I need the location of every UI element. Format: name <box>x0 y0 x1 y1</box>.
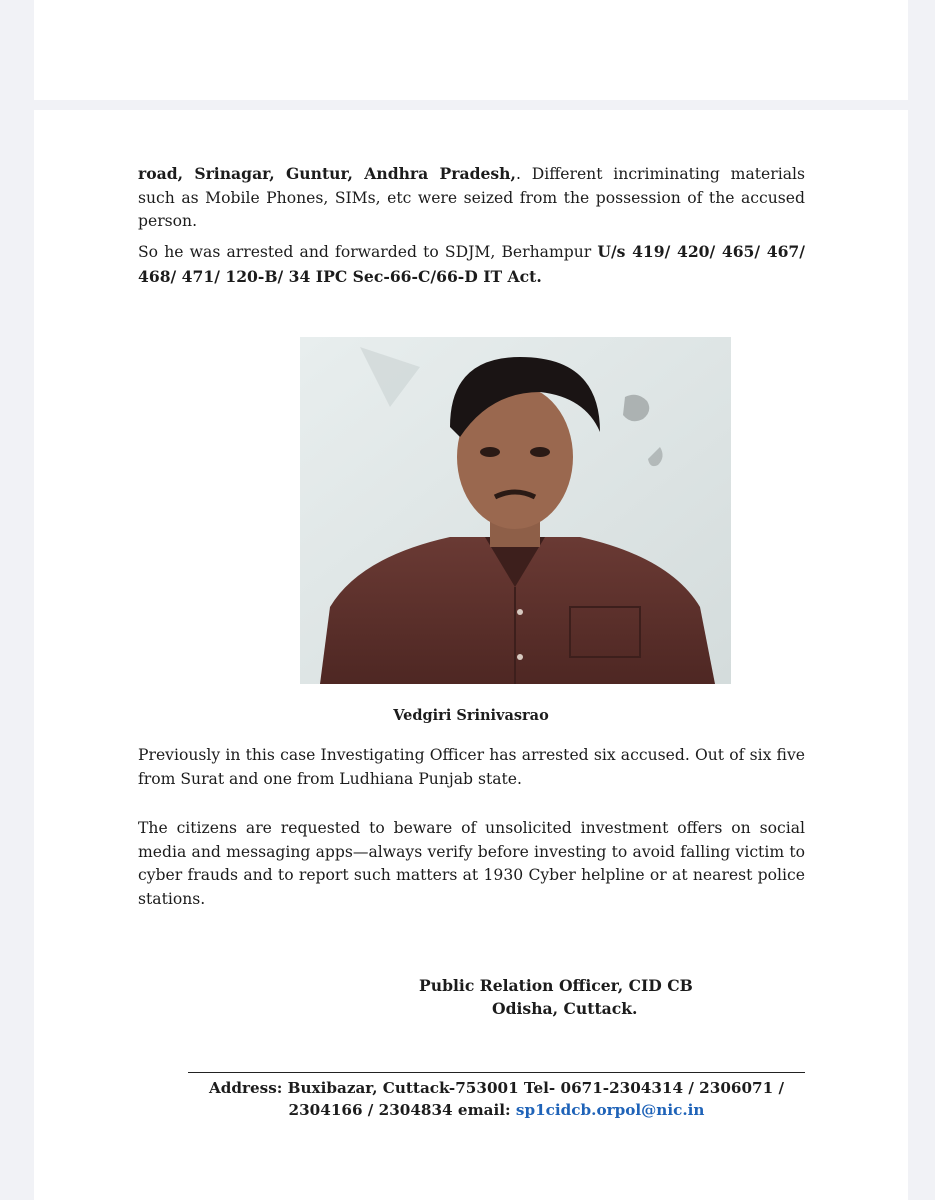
signature-title: Public Relation Officer, CID CB <box>419 976 693 995</box>
legal-sections: U/s 419/ 420/ 465/ 467/ 468/ 471/ 120-B/ 34 IPC Sec-66-C/66-D IT Act. <box>138 242 805 286</box>
document-page <box>34 110 908 1200</box>
signature-location: Odisha, Cuttack. <box>492 999 638 1018</box>
accused-photo <box>300 337 731 684</box>
arrest-text: So he was arrested and forwarded to SDJM, Berhampur <box>138 243 598 261</box>
person-photo-illustration <box>300 337 731 684</box>
paragraph-seizure <box>138 162 805 234</box>
footer-divider <box>188 1072 805 1073</box>
photo-caption: Vedgiri Srinivasrao <box>393 707 549 724</box>
address-text: Address: Buxibazar, Cuttack-753001 Tel- 0671-2304314 / 2306071 / 2304166 / 2304834 email: <box>209 1079 784 1119</box>
previous-page <box>34 0 908 100</box>
paragraph-previous-arrests: Previously in this case Investigating Officer has arrested six accused. Out of six five from Surat and one from Ludhiana Punjab state. <box>138 746 805 788</box>
signature-block <box>419 974 693 1020</box>
paragraph-advisory: The citizens are requested to beware of unsolicited investment offers on social media and messaging apps—always verify before investing to avoid falling victim to cyber frauds and to report such matters at 1930 Cyber helpline or at nearest police stations. <box>138 819 805 908</box>
email-link[interactable]: sp1cidcb.orpol@nic.in <box>515 1101 705 1119</box>
paragraph-arrest <box>138 240 805 289</box>
footer-address <box>188 1077 805 1121</box>
seizure-text: . Different incriminating materials such as Mobile Phones, SIMs, etc were seized from the possession of the accused person. <box>138 165 805 230</box>
location-text: road, Srinagar, Guntur, Andhra Pradesh, <box>138 164 516 183</box>
